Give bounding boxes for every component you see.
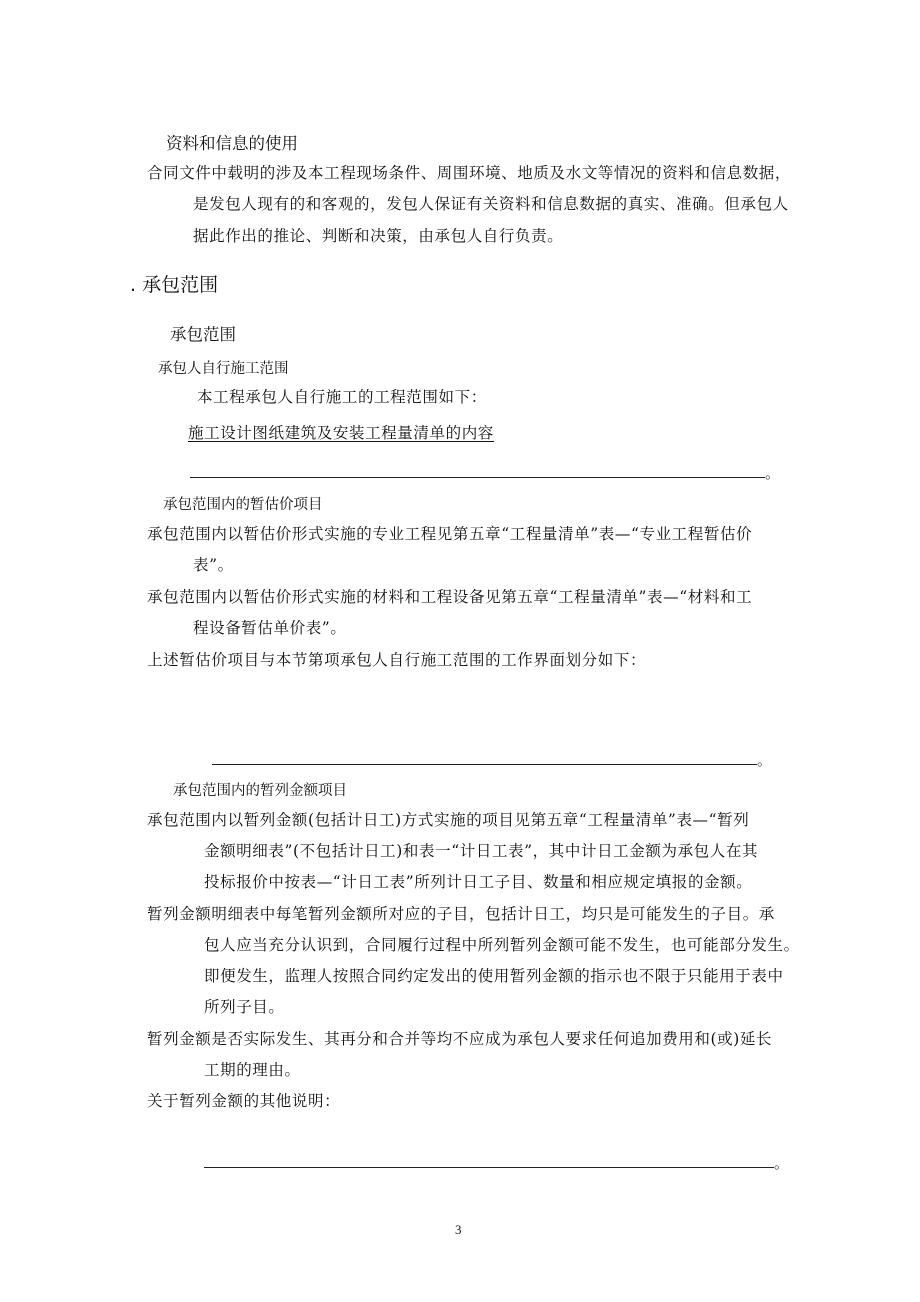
section-heading-info-use: 资料和信息的使用 [166, 134, 298, 153]
page-number: 3 [455, 1222, 462, 1237]
self-build-intro: 本工程承包人自行施工的工程范围如下： [197, 388, 487, 406]
paragraph-line: 承包范围内以暂列金额(包括计日工)方式实施的项目见第五章“工程量清单”表—“暂列 [147, 811, 750, 829]
self-build-filled-text: 施工设计图纸建筑及安装工程量清单的内容 [188, 424, 494, 442]
paragraph-line: 据此作出的推论、判断和决策，由承包人自行负责。 [193, 227, 564, 245]
subsection-heading-self-build: 承包人自行施工范围 [158, 361, 289, 377]
blank-end-period: 。 [757, 751, 773, 769]
paragraph-line: 工期的理由。 [204, 1061, 301, 1079]
fill-in-blank-line [190, 477, 765, 478]
paragraph-line: 即便发生，监理人按照合同约定发出的使用暂列金额的指示也不限于只能用于表中 [204, 967, 784, 985]
paragraph-line: 程设备暂估单价表”。 [193, 619, 347, 637]
fill-in-blank-line [212, 764, 757, 765]
paragraph-line: 表”。 [193, 556, 234, 574]
paragraph-line: 所列子目。 [204, 998, 285, 1016]
paragraph-line: 金额明细表”(不包括计日工)和表一“计日工表”，其中计日工金额为承包人在其 [204, 842, 759, 860]
blank-end-period: 。 [774, 1154, 790, 1172]
paragraph-line: 合同文件中载明的涉及本工程现场条件、周围环境、地质及水文等情况的资料和信息数据， [147, 164, 792, 182]
subsection-heading-provisional-estimate: 承包范围内的暂估价项目 [163, 497, 323, 513]
paragraph-line: 投标报价中按表—“计日工表”所列计日工子目、数量和相应规定填报的金额。 [204, 873, 753, 891]
blank-end-period: 。 [765, 464, 781, 482]
paragraph-line: 上述暂估价项目与本节第项承包人自行施工范围的工作界面划分如下： [147, 651, 647, 669]
fill-in-blank-line [204, 1167, 774, 1168]
paragraph-line: 承包范围内以暂估价形式实施的材料和工程设备见第五章“工程量清单”表—“材料和工 [147, 588, 753, 606]
subsection-heading-provisional-sum: 承包范围内的暂列金额项目 [173, 783, 347, 799]
paragraph-line: 暂列金额明细表中每笔暂列金额所对应的子目，包括计日工，均只是可能发生的子目。承 [147, 905, 775, 923]
paragraph-line: 暂列金额是否实际发生、其再分和合并等均不应成为承包人要求任何追加费用和(或)延长 [147, 1030, 773, 1048]
paragraph-line: 关于暂列金额的其他说明： [147, 1092, 341, 1110]
paragraph-line: 承包范围内以暂估价形式实施的专业工程见第五章“工程量清单”表—“专业工程暂估价 [147, 525, 753, 543]
paragraph-line: 是发包人现有的和客观的，发包人保证有关资料和信息数据的真实、准确。但承包人 [193, 195, 789, 213]
chapter-heading-scope: . 承包范围 [130, 274, 219, 296]
section-heading-scope: 承包范围 [170, 325, 236, 344]
paragraph-line: 包人应当充分认识到，合同履行过程中所列暂列金额可能不发生，也可能部分发生。 [204, 936, 800, 954]
